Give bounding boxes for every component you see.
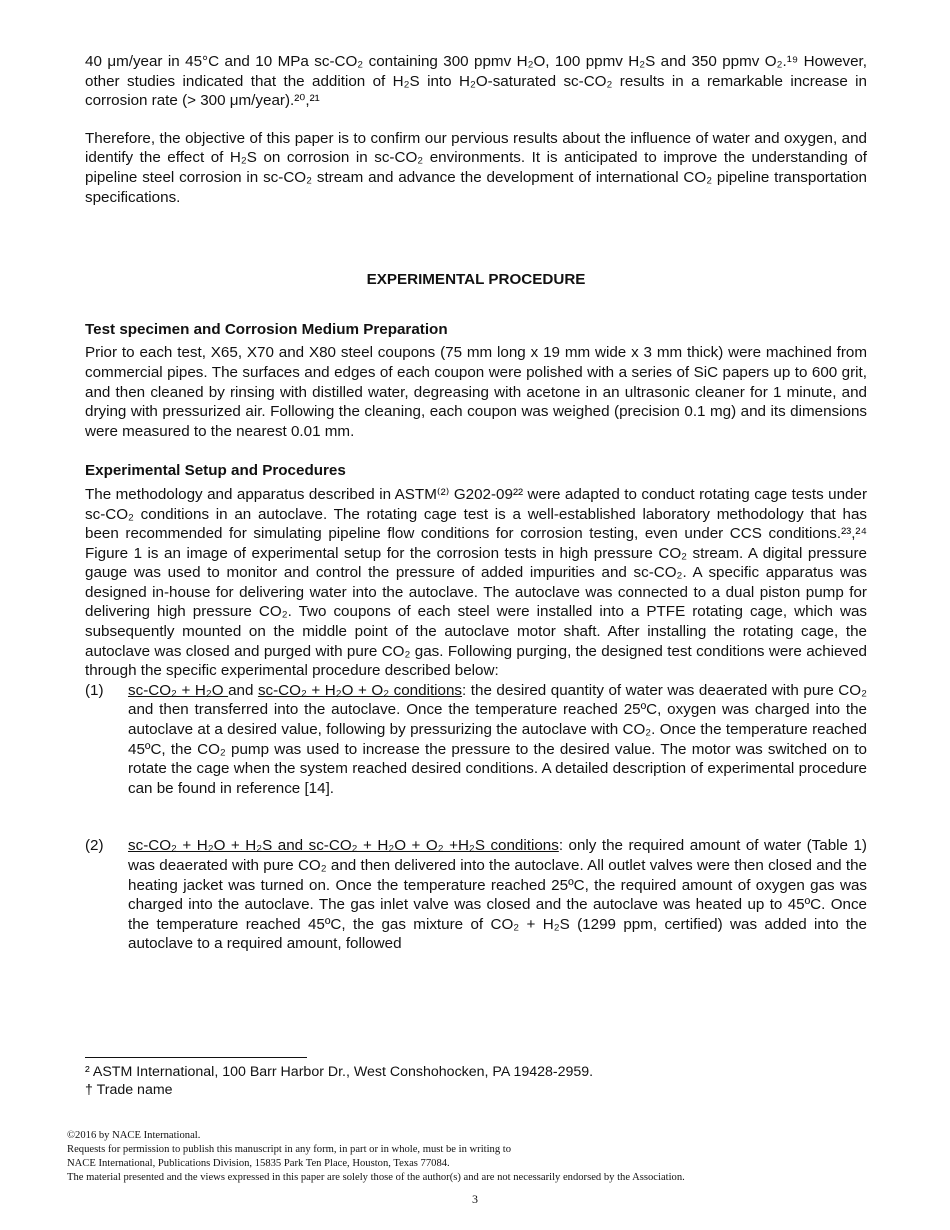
- list-number: (2): [85, 837, 104, 855]
- footnote-astm: ² ASTM International, 100 Barr Harbor Dr., West Conshohocken, PA 19428-2959.: [85, 1064, 594, 1080]
- list-body: [128, 681, 867, 799]
- paragraph-specimen: Prior to each test, X65, X70 and X80 steel coupons (75 mm long x 19 mm wide x 3 mm thick) were machined from commercial pipes. The surfaces and edges of each coupon were polished with a series of SiC papers up to 600 grit, and then cleaned by rinsing with distilled water, degreasing with acetone in an ultrasonic cleaner for 1 minute, and drying with pressurized air. Following the cleaning, each coupon was weighed (precision 0.1 mg) and its dimensions were measured to the nearest 0.01 mm.: [85, 344, 867, 440]
- copyright-line: The material presented and the views expressed in this paper are solely those of the author(s) and are not necessarily endorsed by the Association.: [67, 1172, 685, 1183]
- list-text: : only the required amount of water (Table 1) was deaerated with pure CO₂ and then delivered into the autoclave. All outlet valves were then closed and the heating jacket was turned on. Once the temperature reached 25ºC, the required amount of oxygen gas was charged into the autoclave. The gas inlet valve was closed and the autoclave was heated up to 45ºC. Once the temperature reached 45ºC, the gas mixture of CO₂ + H₂S (1299 ppm, certified) was added into the autoclave to a required amount, followed: [128, 837, 867, 953]
- page-body: [85, 52, 867, 954]
- condition-label-a: sc-CO₂ + H₂O: [128, 681, 229, 699]
- page-number: 3: [472, 1192, 478, 1206]
- condition-label-b: sc-CO₂ + H₂O + O₂ conditions: [257, 681, 463, 699]
- subsection-title-specimen: Test specimen and Corrosion Medium Preparation: [85, 320, 448, 338]
- list-text: : the desired quantity of water was deaerated with pure CO₂ and then transferred into the autoclave. Once the temperature reached 25ºC, oxygen was charged into the autoclave at a desired value, following by pressurizing the autoclave with CO₂. Once the temperature reached 45ºC, the CO₂ pump was used to increase the pressure to the desired value. The motor was switched on to rotate the cage when the system reached desired conditions. A detailed description of experimental procedure can be found in reference [14].: [128, 681, 867, 797]
- copyright-line: Requests for permission to publish this manuscript in any form, in part or in whole, must be in writing to: [67, 1144, 512, 1155]
- section-heading: EXPERIMENTAL PROCEDURE: [366, 271, 586, 289]
- list-item-2: [85, 836, 867, 954]
- paragraph-intro-continued: 40 μm/year in 45°C and 10 MPa sc-CO₂ containing 300 ppmv H₂O, 100 ppmv H₂S and 350 ppmv O₂.¹⁹ However, other studies indicated that the addition of H₂S into H₂O-saturated sc-CO₂ results in a remarkable increase in corrosion rate (> 300 μm/year).²⁰,²¹: [85, 53, 867, 110]
- copyright-line: NACE International, Publications Division, 15835 Park Ten Place, Houston, Texas 77084.: [67, 1158, 450, 1169]
- condition-joiner: and: [228, 681, 258, 699]
- list-item-1: [85, 681, 867, 799]
- copyright-notice: [67, 1129, 867, 1185]
- condition-label: sc-CO₂ + H₂O + H₂S and sc-CO₂ + H₂O + O₂ +H₂S conditions: [128, 837, 559, 855]
- footnotes: [85, 1063, 867, 1099]
- footnote-divider: [85, 1057, 307, 1058]
- list-body: [128, 836, 867, 954]
- footnote-trade-name: † Trade name: [85, 1082, 173, 1098]
- subsection-title-setup: Experimental Setup and Procedures: [85, 462, 346, 480]
- paragraph-objective: Therefore, the objective of this paper is to confirm our pervious results about the influence of water and oxygen, and identify the effect of H₂S on corrosion in sc-CO₂ environments. It is anticipated to improve the understanding of pipeline steel corrosion in sc-CO₂ stream and advance the development of international CO₂ pipeline transportation specifications.: [85, 129, 867, 206]
- list-number: (1): [85, 681, 104, 699]
- copyright-line: ©2016 by NACE International.: [67, 1130, 201, 1141]
- paragraph-setup: The methodology and apparatus described in ASTM⁽²⁾ G202-09²² were adapted to conduct rotating cage tests under sc-CO₂ conditions in an autoclave. The rotating cage test is a well-established laboratory methodology that has been recommended for simulating pipeline flow conditions for corrosion testing, even under CCS conditions.²³,²⁴ Figure 1 is an image of experimental setup for the corrosion tests in high pressure CO₂ stream. A digital pressure gauge was used to monitor and control the pressure of added impurities and sc-CO₂. A specific apparatus was designed in-house for delivering water into the autoclave. The autoclave was connected to a dual piston pump for delivering high pressure CO₂. Two coupons of each steel were installed into a PTFE rotating cage, which was subsequently mounted on the middle point of the autoclave motor shaft. After installing the rotating cage, the autoclave was closed and purged with pure CO₂ gas. Following purging, the designed test conditions were achieved through the specific experimental procedure described below:: [85, 485, 867, 680]
